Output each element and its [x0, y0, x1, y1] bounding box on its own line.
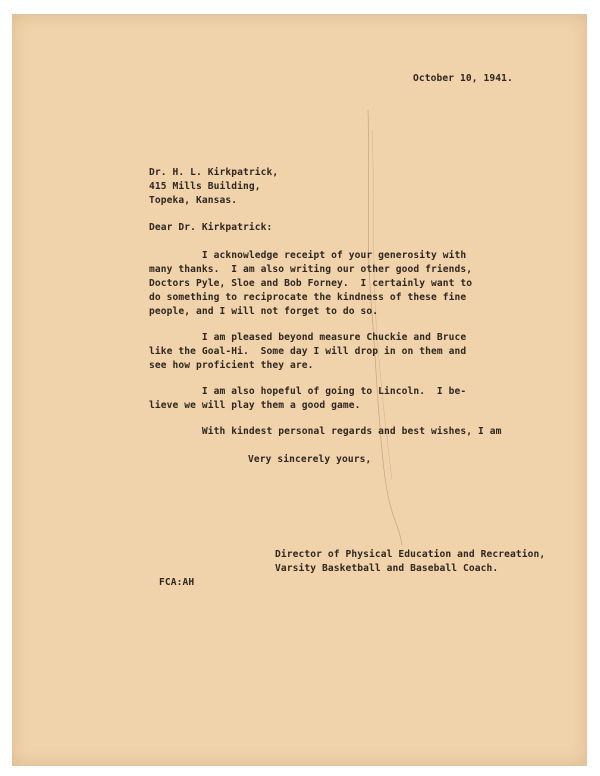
- recipient-address-street: 415 Mills Building,: [149, 181, 261, 192]
- paragraph-2-line-2: like the Goal-Hi. Some day I will drop in on them and: [149, 346, 467, 357]
- salutation: Dear Dr. Kirkpatrick:: [149, 222, 273, 233]
- paragraph-4-line-1: With kindest personal regards and best wishes, I am: [149, 426, 502, 437]
- recipient-name: Dr. H. L. Kirkpatrick,: [149, 167, 279, 178]
- paragraph-1-line-2: many thanks. I am also writing our other good friends,: [149, 264, 473, 275]
- paragraph-2-line-3: see how proficient they are.: [149, 360, 314, 371]
- signature-title-line-2: Varsity Basketball and Baseball Coach.: [275, 563, 499, 574]
- paragraph-1-line-3: Doctors Pyle, Sloe and Bob Forney. I certainly want to: [149, 278, 473, 289]
- paragraph-1-line-5: people, and I will not forget to do so.: [149, 306, 379, 317]
- paragraph-3-line-2: lieve we will play them a good game.: [149, 400, 361, 411]
- complimentary-close: Very sincerely yours,: [248, 454, 372, 465]
- paragraph-1-line-4: do something to reciprocate the kindness of these fine: [149, 292, 467, 303]
- letter-date: October 10, 1941.: [413, 73, 513, 84]
- paragraph-1-line-1: I acknowledge receipt of your generosity with: [149, 250, 467, 261]
- paragraph-3-line-1: I am also hopeful of going to Lincoln. I be-: [149, 386, 467, 397]
- paragraph-2-line-1: I am pleased beyond measure Chuckie and Bruce: [149, 332, 467, 343]
- recipient-address-city: Topeka, Kansas.: [149, 195, 238, 206]
- signature-title-line-1: Director of Physical Education and Recreation,: [275, 549, 546, 560]
- typist-initials: FCA:AH: [159, 577, 195, 588]
